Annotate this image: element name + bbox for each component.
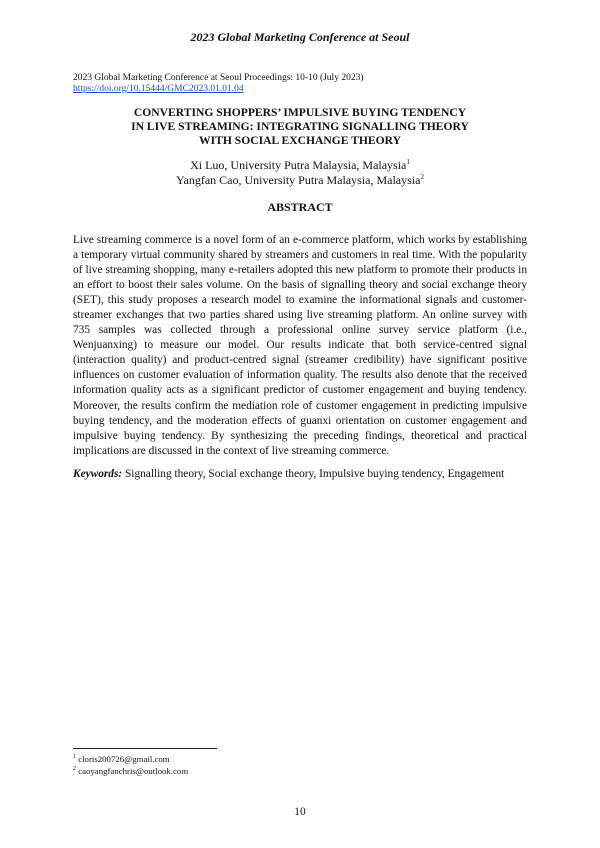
footnote [73,766,188,778]
abstract-heading: ABSTRACT [267,200,333,214]
abstract-body: Live streaming commerce is a novel form of an e-commerce platform, which works by establishing a temporary virtual community shared by streamers and customers in real time. With the popularity of live streaming shopping, many e-retailers adopted this new platform to promote their products in an effort to boost their sales volume. On the basis of signalling theory and social exchange theory (SET), this study proposes a research model to examine the informational signals and customer-streamer exchanges that two parties shared using live streaming platform. An online survey with 735 samples was collected through a professional online survey service platform (i.e., Wenjuanxing) to measure our model. Our results indicate that both service-centred signal (interaction quality) and product-centred signal (streamer credibility) have significant positive influences on customer evaluation of information quality. The results also denote that the received information quality acts as a significant predictor of customer engagement and buying tendency. Moreover, the results confirm the mediation role of customer engagement in predicting impulsive buying tendency, and the moderation effects of guanxi orientation on customer engagement and impulsive buying tendency. By synthesizing the preceding findings, theoretical and practical implications are discussed in the context of live streaming commerce. [73,234,527,457]
footnote [73,754,188,766]
author-line [73,158,527,173]
doi-link[interactable]: https://doi.org/10.15444/GMC2023.01.01.04 [73,84,244,94]
keywords-label: Keywords: [73,468,123,480]
proceedings-info [73,73,363,95]
footnote-mark: 1 [406,158,410,166]
author-line [73,173,527,188]
author-affiliation: Yangfan Cao, University Putra Malaysia, Malaysia [176,173,421,187]
footnote-mark: 2 [73,765,76,772]
title-line: CONVERTING SHOPPERS’ IMPULSIVE BUYING TENDENCY [133,106,467,119]
proceedings-citation: 2023 Global Marketing Conference at Seoul Proceedings: 10-10 (July 2023) [73,73,364,83]
keywords-text: Signalling theory, Social exchange theory, Impulsive buying tendency, Engagement [125,468,505,480]
title-line: WITH SOCIAL EXCHANGE THEORY [199,134,401,147]
keywords [73,467,527,482]
author-affiliation: Xi Luo, University Putra Malaysia, Malaysia [190,158,407,172]
paper-title [73,106,527,148]
page-number: 10 [294,806,306,818]
title-line: IN LIVE STREAMING: INTEGRATING SIGNALLING THEORY [131,120,469,133]
footnote-email: cloris200726@gmail.com [78,754,170,764]
author-list [73,158,527,188]
footnote-mark: 1 [73,754,76,761]
running-header: 2023 Global Marketing Conference at Seoul [190,30,410,44]
footnote-divider [73,748,217,749]
footnote-mark: 2 [420,173,424,181]
footnotes [73,754,188,777]
footnote-email: caoyangfanchris@outlook.com [78,765,189,776]
